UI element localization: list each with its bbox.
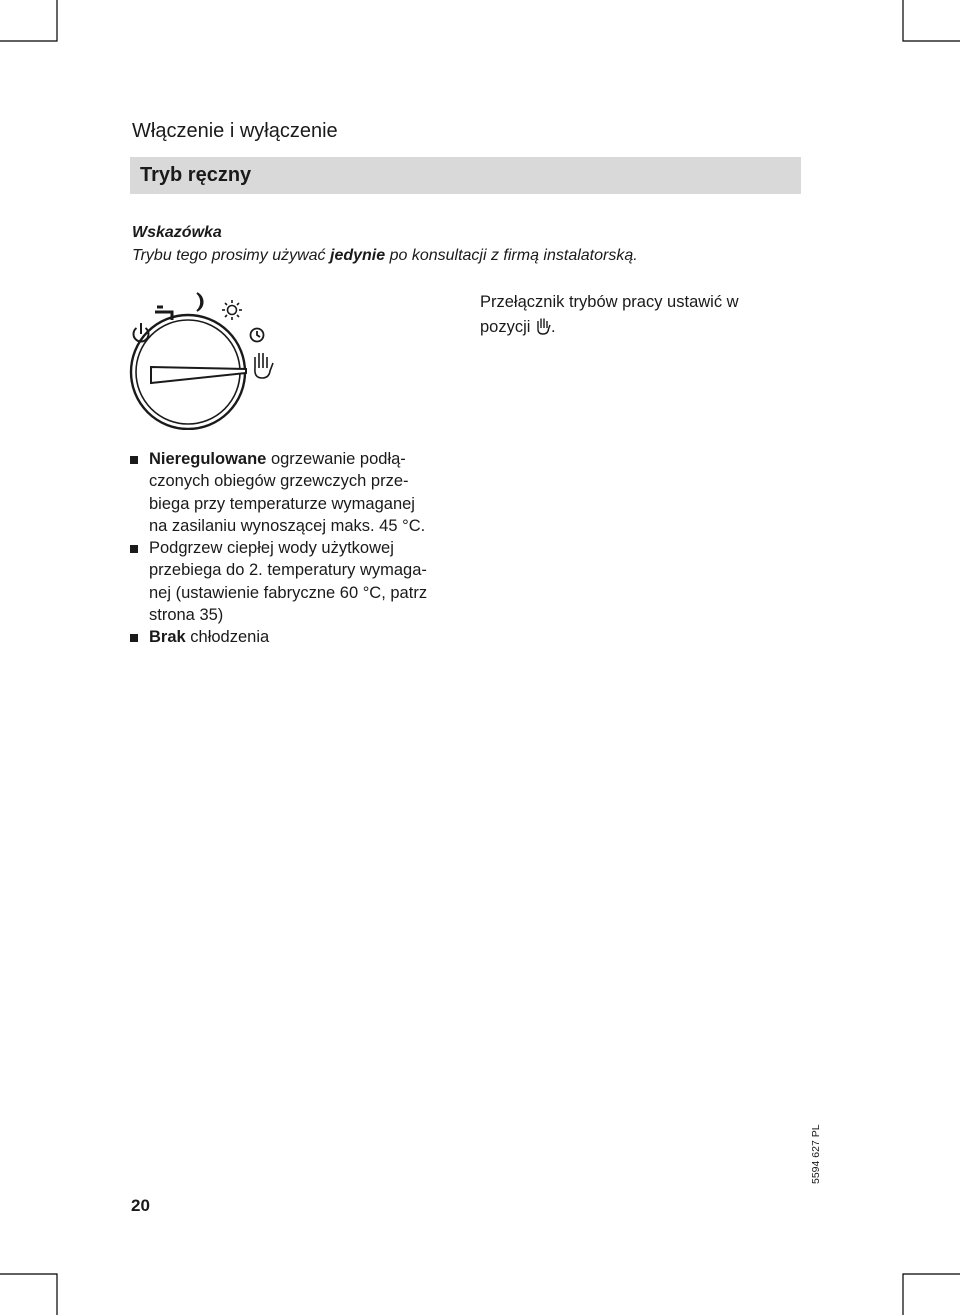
dial-pointer — [151, 367, 246, 383]
manual-hand-icon — [255, 353, 273, 378]
bullet-1-line-2: czonych obiegów grzewczych prze- — [149, 472, 409, 491]
note-text-after: po konsultacji z firmą instalatorską. — [385, 247, 638, 264]
bullet-2-line-3: nej (ustawienie fabryczne 60 °C, patrz — [149, 583, 428, 602]
section-header-band — [130, 157, 801, 194]
bullet-1-line-4: na zasilaniu wynoszącej maks. 45 °C. — [149, 516, 426, 535]
instruction-text — [480, 290, 780, 340]
note-heading: Wskazówka — [132, 224, 222, 241]
bullet-square-icon — [130, 545, 138, 553]
instruction-suffix: . — [551, 318, 556, 336]
bullet-2-line-2: przebiega do 2. temperatury wymaga- — [149, 561, 427, 580]
bullet-1-bold: Nieregulowane — [149, 450, 267, 468]
mode-selector-dial-figure — [128, 290, 288, 430]
manual-mode-hand-icon — [535, 317, 551, 335]
bullet-square-icon — [130, 456, 138, 464]
instruction-line-1: Przełącznik trybów pracy ustawić w — [480, 293, 739, 311]
note-text — [132, 247, 638, 265]
bullet-3-line-1: chłodzenia — [185, 628, 270, 647]
timer-clock-icon — [251, 329, 264, 342]
page-number: 20 — [131, 1196, 150, 1215]
section-title: Tryb ręczny — [140, 164, 252, 186]
bullet-square-icon — [130, 634, 138, 642]
instruction-prefix: pozycji — [480, 318, 536, 336]
instruction-line-2 — [480, 315, 780, 340]
bullet-1-line-1: ogrzewanie podłą- — [266, 450, 406, 468]
document-code: 5594 627 PL — [810, 1124, 822, 1184]
note-text-before: Trybu tego prosimy używać — [132, 247, 330, 264]
bullet-list — [130, 448, 470, 649]
bullet-3-bold: Brak — [149, 628, 186, 647]
bullet-2-line-4: strona 35) — [149, 606, 224, 625]
bullet-1-line-3: biega przy temperaturze wymaganej — [149, 494, 415, 513]
chapter-title: Włączenie i wyłączenie — [132, 120, 338, 142]
normal-mode-sun-icon — [222, 300, 242, 320]
note-text-bold: jedynie — [330, 247, 386, 264]
bullet-item-dhw-heating — [130, 537, 470, 626]
bullet-2-line-1: Podgrzew ciepłej wody użytkowej — [149, 539, 394, 558]
reduced-mode-moon-icon — [197, 293, 203, 311]
bullet-item-unregulated-heating — [130, 448, 470, 537]
bullet-item-no-cooling — [130, 626, 470, 648]
